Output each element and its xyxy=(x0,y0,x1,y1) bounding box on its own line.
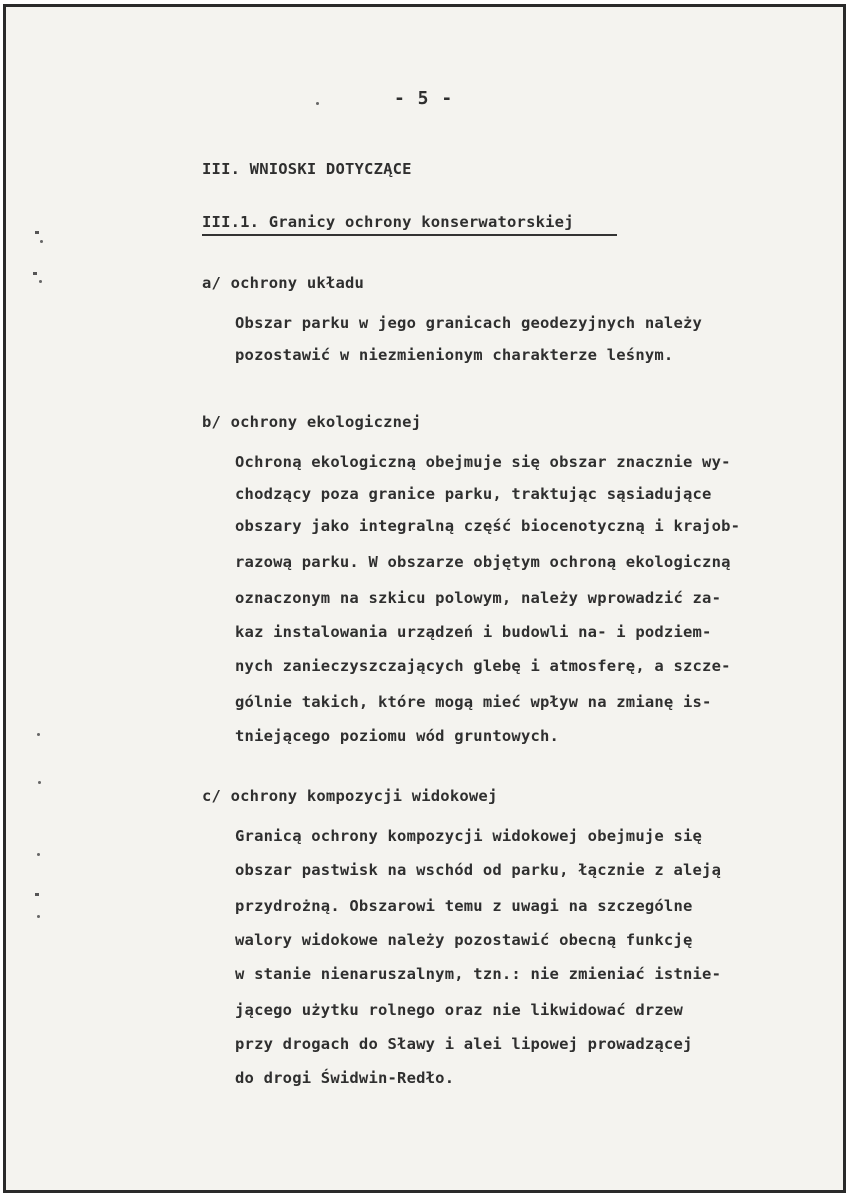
paragraph-line: walory widokowe należy pozostawić obecną funkcję xyxy=(235,931,693,949)
paragraph-line: przy drogach do Sławy i alei lipowej prowadzącej xyxy=(235,1035,693,1053)
paragraph-line: chodzący poza granice parku, traktując sąsiadujące xyxy=(235,485,712,503)
paragraph-line: nych zanieczyszczających glebę i atmosferę, a szcze- xyxy=(235,657,731,675)
margin-mark xyxy=(39,280,42,283)
margin-mark xyxy=(33,272,37,275)
paragraph-line: Granicą ochrony kompozycji widokowej obejmuje się xyxy=(235,827,703,845)
paragraph-line: kaz instalowania urządzeń i budowli na- i podziem- xyxy=(235,623,712,641)
subsection-title: III.1. Granicy ochrony konserwatorskiej xyxy=(202,213,574,231)
paragraph-line: obszar pastwisk na wschód od parku, łącznie z aleją xyxy=(235,861,722,879)
margin-mark xyxy=(316,102,319,105)
paragraph-line: w stanie nienaruszalnym, tzn.: nie zmieniać istnie- xyxy=(235,965,722,983)
subsection-underline xyxy=(202,234,617,236)
margin-mark xyxy=(35,893,39,896)
paragraph-line: razową parku. W obszarze objętym ochroną ekologiczną xyxy=(235,553,731,571)
paragraph-line: do drogi Świdwin-Redło. xyxy=(235,1069,455,1087)
section-title: III. WNIOSKI DOTYCZĄCE xyxy=(202,160,412,178)
paragraph-line: oznaczonym na szkicu polowym, należy wprowadzić za- xyxy=(235,589,722,607)
section-heading-a: a/ ochrony układu xyxy=(202,274,365,292)
section-heading-c: c/ ochrony kompozycji widokowej xyxy=(202,787,498,805)
paragraph-line: obszary jako integralną część biocenotyczną i krajob- xyxy=(235,517,741,535)
paragraph-line: gólnie takich, które mogą mieć wpływ na zmianę is- xyxy=(235,693,712,711)
paragraph-line: Obszar parku w jego granicach geodezyjnych należy xyxy=(235,314,703,332)
paragraph-line: jącego użytku rolnego oraz nie likwidować drzew xyxy=(235,1001,683,1019)
section-heading-b: b/ ochrony ekologicznej xyxy=(202,413,422,431)
margin-mark xyxy=(37,853,40,856)
paragraph-line: przydrożną. Obszarowi temu z uwagi na szczególne xyxy=(235,897,693,915)
paragraph-line: Ochroną ekologiczną obejmuje się obszar znacznie wy- xyxy=(235,453,731,471)
margin-mark xyxy=(40,240,43,243)
margin-mark xyxy=(35,231,39,234)
paragraph-line: tniejącego poziomu wód gruntowych. xyxy=(235,727,560,745)
margin-mark xyxy=(37,915,40,918)
paragraph-line: pozostawić w niezmienionym charakterze leśnym. xyxy=(235,346,674,364)
page-number: - 5 - xyxy=(394,88,454,109)
margin-mark xyxy=(37,733,40,736)
margin-mark xyxy=(38,781,41,784)
